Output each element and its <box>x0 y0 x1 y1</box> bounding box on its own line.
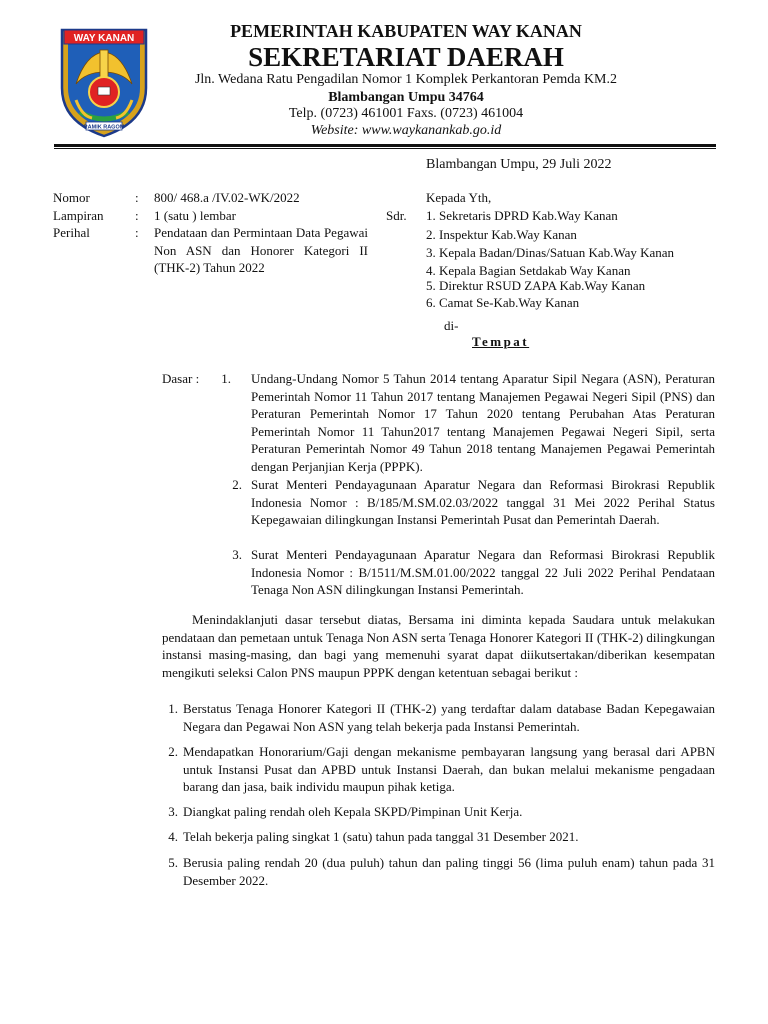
letter-date: Blambangan Umpu, 29 Juli 2022 <box>426 157 612 172</box>
website: Website: www.waykanankab.go.id <box>310 123 502 138</box>
office-address: Jln. Wedana Ratu Pengadilan Nomor 1 Komplek Perkantoran Pemda KM.2 <box>194 72 618 87</box>
letterhead-rule-thick <box>54 144 716 147</box>
nomor-colon: : <box>135 190 139 205</box>
condition-text: Berstatus Tenaga Honorer Kategori II (THK-2) yang terdaftar dalam database Badan Kepegawaian Negara dan Pegawai Non ASN yang telah bekerja pada Instansi Pemerintah. <box>183 701 715 734</box>
letterhead-rule-thin <box>54 148 716 149</box>
addressee-greeting: Kepada Yth, <box>426 190 492 205</box>
recipient-item: 6. Camat Se-Kab.Way Kanan <box>426 295 580 310</box>
addressee-place: Tempat <box>472 334 530 349</box>
dasar-item-number: 2. <box>232 477 242 492</box>
condition-number: 2. <box>168 744 178 759</box>
svg-text:WAY KANAN: WAY KANAN <box>73 33 135 44</box>
dasar-item-number: 1. <box>221 371 231 386</box>
svg-text:RAMIK RAGOM: RAMIK RAGOM <box>83 124 125 131</box>
city-postcode: Blambangan Umpu 34764 <box>328 90 484 105</box>
dasar-item-2-text: Surat Menteri Pendayagunaan Aparatur Negara dan Reformasi Birokrasi Republik Indonesia Nomor : B/185/M.SM.02.03/2022 tanggal 31 Mei 2022 Perihal Status Kepegawaian dilingkungan Instansi Pemerintah Pusat dan Pemerintah Daerah. <box>251 477 715 527</box>
recipient-item: 4. Kepala Bagian Setdakab Way Kanan <box>426 263 631 278</box>
condition-text: Diangkat paling rendah oleh Kepala SKPD/Pimpinan Unit Kerja. <box>183 804 523 819</box>
condition-number: 3. <box>168 804 178 819</box>
office-name: SEKRETARIAT DAERAH <box>248 42 564 72</box>
body-paragraph: Menindaklanjuti dasar tersebut diatas, Bersama ini diminta kepada Saudara untuk melakukan pendataan dan pemetaan untuk Tenaga Non ASN serta Tenaga Honorer Kategori II (THK-2) dilingkungan instansi masing-masing, dan bagi yang memenuhi syarat dapat diikutsertakan/diberikan kesempatan mengikuti seleksi Calon PNS maupun PPPK dengan ketentuan sebagai berikut : <box>162 612 715 680</box>
condition-number: 4. <box>168 829 178 844</box>
dasar-label: Dasar : <box>162 371 200 386</box>
condition-number: 1. <box>168 701 178 716</box>
recipient-item: 5. Direktur RSUD ZAPA Kab.Way Kanan <box>426 278 646 293</box>
condition-text: Berusia paling rendah 20 (dua puluh) tahun dan paling tinggi 56 (lima puluh enam) tahun pada 31 Desember 2022. <box>183 855 715 888</box>
lampiran-colon: : <box>135 208 139 223</box>
perihal-value: Pendataan dan Permintaan Data Pegawai Non ASN dan Honorer Kategori II (THK-2) Tahun 2022 <box>154 225 368 275</box>
condition-text: Mendapatkan Honorarium/Gaji dengan mekanisme pembayaran langsung yang berasal dari APBN untuk Instansi Pusat dan APBD untuk Instansi Daerah, dan bukan melalui mekanisme pengadaan barang dan jasa, baik individu maupun pihak ketiga. <box>183 744 715 794</box>
recipient-item: 1. Sekretaris DPRD Kab.Way Kanan <box>426 208 618 223</box>
nomor-value: 800/ 468.a /IV.02-WK/2022 <box>154 190 300 205</box>
lampiran-value: 1 (satu ) lembar <box>154 208 236 223</box>
way-kanan-crest-logo <box>56 26 152 138</box>
addressee-sdr: Sdr. <box>386 208 407 223</box>
dasar-item-text <box>251 370 715 475</box>
dasar-item-3-text: Surat Menteri Pendayagunaan Aparatur Negara dan Reformasi Birokrasi Republik Indonesia Nomor : B/1511/M.SM.01.00/2022 tanggal 22 Juli 2022 Perihal Pendataan Tenaga Non ASN dilingkungan Instansi Pemerintah. <box>251 547 715 597</box>
government-name: PEMERINTAH KABUPATEN WAY KANAN <box>230 21 582 41</box>
perihal-colon: : <box>135 225 139 240</box>
lampiran-label: Lampiran <box>53 208 104 223</box>
condition-number: 5. <box>168 855 178 870</box>
perihal-label: Perihal <box>53 225 90 240</box>
recipient-item: 3. Kepala Badan/Dinas/Satuan Kab.Way Kanan <box>426 245 675 260</box>
dasar-item-1-text: Undang-Undang Nomor 5 Tahun 2014 tentang Aparatur Sipil Negara (ASN), Peraturan Pemerintah Nomor 11 Tahun 2017 tentang Manajemen Pegawai Negeri Sipil (PNS) dan Peraturan Pemerintah Nomor 17 Tahun 2020 tentang Perubahan Atas Peraturan Pemerintah Nomor 11 Tahun2017 tentang Manajemen Pegawai Negeri Sipil, serta Peraturan Pemerintah Nomor 49 Tahun 2018 tentang Manajemen Pegawai Pemerintah dengan Perjanjian Kerja (PPPK). <box>251 371 715 474</box>
addressee-di: di- <box>444 318 459 333</box>
recipient-item: 2. Inspektur Kab.Way Kanan <box>426 227 577 242</box>
phone-fax: Telp. (0723) 461001 Faxs. (0723) 461004 <box>288 106 524 121</box>
dasar-item-number: 3. <box>232 547 242 562</box>
condition-text: Telah bekerja paling singkat 1 (satu) tahun pada tanggal 31 Desember 2021. <box>183 829 579 844</box>
nomor-label: Nomor <box>53 190 90 205</box>
